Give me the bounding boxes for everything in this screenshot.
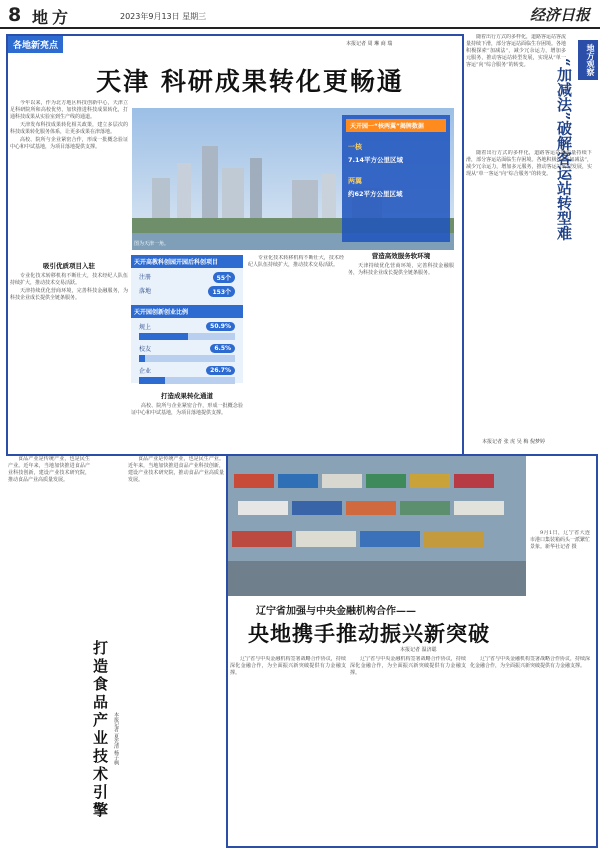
food-byline: 本报记者 夏先清 杨子枫 bbox=[113, 712, 119, 766]
top-byline: 本报记者 周 琳 商 瑞 bbox=[346, 41, 393, 47]
body-paragraph-2: 高校、院所与企业紧密合作，形成一批概念验证中心和中试基地，为项目落地提供支撑。 bbox=[10, 137, 128, 150]
ratio-label-0: 规上 bbox=[139, 324, 152, 331]
bottom-col-2 bbox=[350, 656, 466, 840]
ratio-bar-fill-0 bbox=[139, 333, 188, 340]
ratio-value-0: 50.9% bbox=[206, 322, 235, 331]
food-body-1: 食品产业是传统产业，也是民生产业。近年来，当地加快推进食品产业科技创新，建设产业技术研究院，推动食品产业高质量发展。 bbox=[8, 456, 90, 483]
ratio-bar-2 bbox=[139, 377, 235, 384]
body-paragraph-4: 天津持续优化营商环境，完善科技金融服务，为科技企业成长提供全链条服务。 bbox=[10, 288, 128, 301]
bottom-col-1 bbox=[230, 656, 346, 840]
page-header bbox=[0, 0, 600, 29]
ratio-label-1: 校友 bbox=[139, 346, 152, 353]
ratio-value-1: 6.5% bbox=[210, 344, 235, 353]
bottom-col-3 bbox=[470, 656, 590, 840]
ratio-bar-fill-2 bbox=[139, 377, 165, 384]
bottom-kicker: 辽宁省加强与中央金融机构合作—— bbox=[256, 606, 416, 617]
stats-tag-core: 一核 bbox=[348, 143, 362, 151]
newspaper-logo: 经济日报 bbox=[529, 6, 590, 24]
subhead-2: 打造成果转化通道 bbox=[161, 392, 213, 400]
ratio-bar-fill-1 bbox=[139, 355, 145, 362]
bottom-byline: 本报记者 温济聪 bbox=[400, 647, 437, 653]
right-body-2: 随着出行方式的多样化，道路客运站客流量持续下滑，部分客运站面临生存困境。各地积极探索“加减法”，减少冗余运力，增加多元服务，推动客运站转型发展，实现从“单一客运”向“综合服务”的转变。 bbox=[466, 150, 592, 177]
food-story-col-2 bbox=[128, 456, 224, 844]
stats-value-core: 7.14平方公里区域 bbox=[348, 156, 404, 164]
stats-box-title: 天开园一“核两翼”揭牌数据 bbox=[346, 119, 446, 132]
photo-caption: 图为天津一角。 bbox=[134, 241, 170, 247]
ratio-value-2: 26.7% bbox=[206, 366, 235, 375]
bottom-body-1: 辽宁省与中央金融机构签署战略合作协议，持续深化金融合作，为全面振兴新突破提供有力金融支撑。 bbox=[230, 656, 346, 676]
issue-date: 2023年9月13日 星期三 bbox=[120, 12, 207, 21]
stats-box bbox=[342, 115, 450, 242]
food-body-2: 食品产业是传统产业，也是民生产业。近年来，当地加快推进食品产业科技创新，建设产业技术研究院，推动食品产业高质量发展。 bbox=[128, 456, 224, 483]
observation-headline: “加减法”破解客运站转型难 bbox=[555, 58, 573, 241]
ratio-bar-1 bbox=[139, 355, 235, 362]
right-column-intro bbox=[466, 34, 566, 144]
body-column-1 bbox=[10, 258, 128, 448]
body-column-4 bbox=[348, 248, 454, 448]
ratio-label-2: 企业 bbox=[139, 368, 152, 375]
info-value-landed: 153个 bbox=[208, 286, 235, 297]
body-paragraph-6: 专业化技术转移机构不断壮大，技术经纪人队伍持续扩大，推动技术交易活跃。 bbox=[248, 255, 344, 268]
right-body: 随着出行方式的多样化，道路客运站客流量持续下滑，部分客运站面临生存困境。各地积极探索“加减法”，减少冗余运力，增加多元服务，推动客运站转型发展，实现从“单一客运”向“综合服务”的转变。 bbox=[466, 34, 566, 68]
body-paragraph-1: 天津发布科技成果转化相关政策，建立多层次的科技成果转化服务体系，让更多成果在津落地。 bbox=[10, 122, 128, 135]
port-photo bbox=[228, 456, 526, 596]
observation-byline: 本报记者 张 虎 吴 梅 倪梦婷 bbox=[482, 439, 545, 445]
section-tag: 各地新亮点 bbox=[8, 36, 63, 53]
body-paragraph-3: 专业化技术转移机构不断壮大，技术经纪人队伍持续扩大，推动技术交易活跃。 bbox=[10, 273, 128, 286]
food-headline: 打造食品产业技术引擎 bbox=[91, 640, 109, 820]
lede-text bbox=[10, 100, 128, 252]
right-column-body bbox=[466, 150, 592, 440]
body-column-3 bbox=[248, 255, 344, 448]
info-box bbox=[131, 255, 243, 383]
page-number: 8 bbox=[8, 4, 22, 26]
bottom-body-2: 辽宁省与中央金融机构签署战略合作协议，持续深化金融合作，为全面振兴新突破提供有力金融支撑。 bbox=[350, 656, 466, 676]
photo-caption-bottom bbox=[530, 530, 590, 594]
lede-paragraph: 今年以来，作为北方地区科技创新中心，天津立足科研院所和高校优势，加快推进科技成果转化，打通科技成果从实验室到生产线的通道。 bbox=[10, 100, 128, 120]
top-headline: 天津 科研成果转化更畅通 bbox=[96, 67, 404, 96]
info-value-registered: 55个 bbox=[213, 272, 235, 283]
section-name: 地方 bbox=[32, 8, 73, 27]
info-box-header-2: 天开园创新创业比例 bbox=[131, 305, 243, 318]
bottom-body-3: 辽宁省与中央金融机构签署战略合作协议，持续深化金融合作，为全面振兴新突破提供有力金融支撑。 bbox=[470, 656, 590, 669]
observation-tag: 地方观察 bbox=[578, 40, 598, 80]
subhead-1: 吸引优质项目入驻 bbox=[43, 262, 95, 270]
body-paragraph-5: 高校、院所与企业紧密合作，形成一批概念验证中心和中试基地，为项目落地提供支撑。 bbox=[131, 403, 243, 416]
body-column-2 bbox=[131, 388, 243, 448]
ratio-bar-0 bbox=[139, 333, 235, 340]
food-story-col-1 bbox=[8, 456, 90, 844]
info-label-registered: 注册 bbox=[139, 274, 152, 281]
info-box-header-1: 天开高教科创园开园后科创项目 bbox=[131, 255, 243, 268]
body-paragraph-7: 天津持续优化营商环境，完善科技金融服务，为科技企业成长提供全链条服务。 bbox=[348, 263, 454, 276]
info-label-landed: 落地 bbox=[139, 288, 152, 295]
bottom-caption-text: 9月1日，辽宁省大连市港口集装箱码头一派繁忙景象。新华社记者 摄 bbox=[530, 530, 590, 550]
stats-value-wings: 约62平方公里区域 bbox=[348, 190, 403, 198]
subhead-3: 营造高效服务软环境 bbox=[371, 252, 431, 260]
bottom-headline: 央地携手推动振兴新突破 bbox=[248, 621, 490, 646]
stats-tag-wings: 两翼 bbox=[348, 177, 362, 185]
